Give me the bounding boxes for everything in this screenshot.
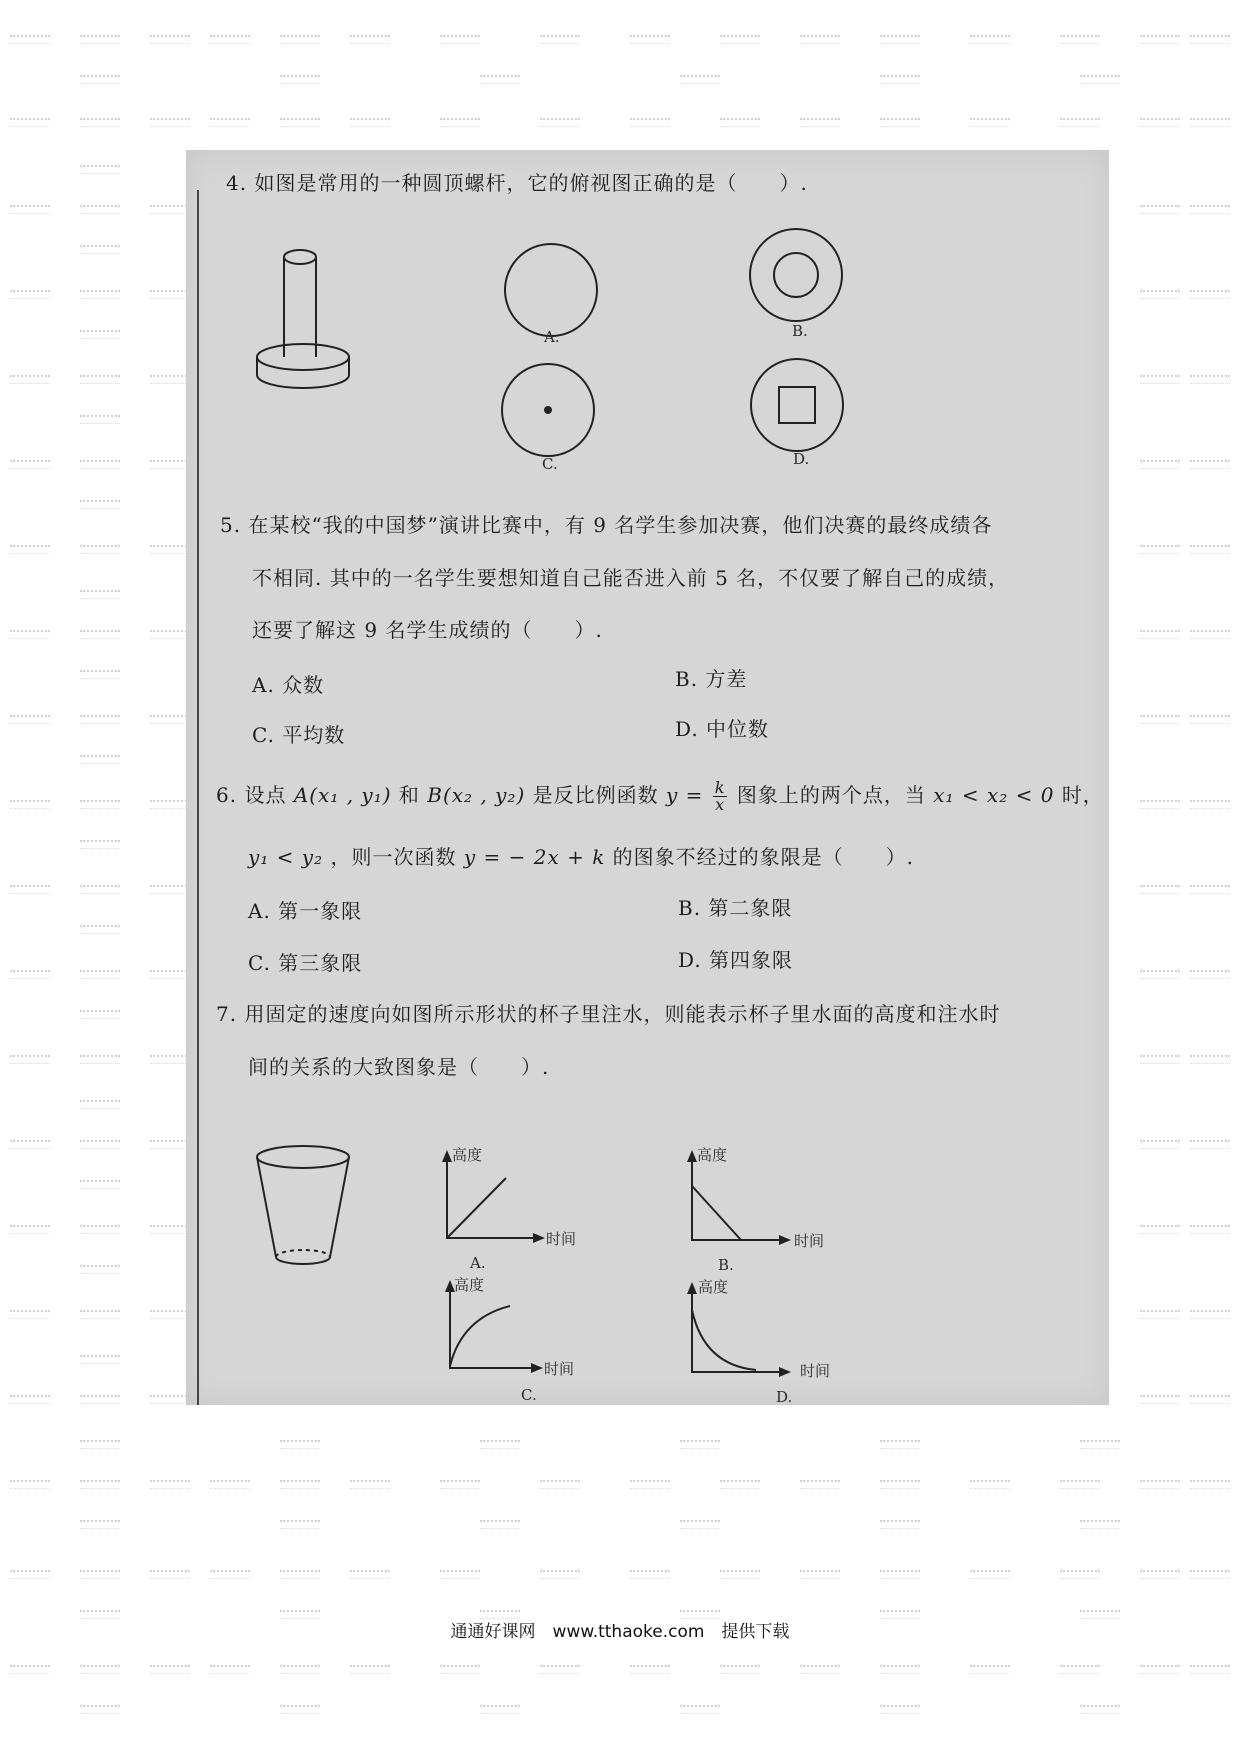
q6-line2-func: y = − 2x + k	[463, 845, 606, 869]
watermark-mark	[1140, 1480, 1180, 1489]
q6-cond: x₁ < x₂ < 0	[933, 783, 1055, 807]
watermark-mark	[880, 118, 920, 127]
watermark-mark	[80, 545, 120, 554]
watermark-mark	[1140, 1140, 1180, 1149]
q6-frac-num: k	[714, 778, 726, 797]
question-6-line-2	[248, 844, 914, 870]
q6-line2-mid: ，则一次函数	[330, 845, 457, 869]
watermark-mark	[720, 1480, 760, 1489]
graph-a-label: A.	[470, 1254, 486, 1272]
watermark-mark	[150, 290, 190, 299]
watermark-mark	[440, 1665, 480, 1674]
watermark-mark	[150, 1480, 190, 1489]
watermark-mark	[80, 1480, 120, 1489]
watermark-mark	[1190, 1570, 1230, 1579]
watermark-mark	[80, 35, 120, 44]
q6-func-lhs: y =	[665, 783, 704, 807]
watermark-mark	[1140, 1055, 1180, 1064]
watermark-mark	[1190, 1225, 1230, 1234]
watermark-mark	[150, 1140, 190, 1149]
watermark-mark	[10, 205, 50, 214]
question-7-line-1: 7. 用固定的速度向如图所示形状的杯子里注水，则能表示杯子里水面的高度和注水时	[216, 1002, 1001, 1026]
watermark-mark	[150, 375, 190, 384]
watermark-mark	[540, 1480, 580, 1489]
watermark-mark	[150, 885, 190, 894]
watermark-mark	[1140, 460, 1180, 469]
watermark-mark	[1060, 1480, 1100, 1489]
watermark-mark	[680, 75, 720, 84]
watermark-mark	[10, 885, 50, 894]
watermark-mark	[1140, 118, 1180, 127]
watermark-mark	[880, 1440, 920, 1449]
watermark-mark	[10, 1310, 50, 1319]
watermark-mark	[80, 1055, 120, 1064]
question-5-line-2: 不相同. 其中的一名学生要想知道自己能否进入前 5 名，不仅要了解自己的成绩，	[252, 566, 1010, 590]
q6-post: 图象上的两个点，当	[736, 783, 926, 807]
watermark-mark	[210, 1665, 250, 1674]
watermark-mark	[1080, 1705, 1120, 1714]
watermark-mark	[1190, 1395, 1230, 1404]
watermark-mark	[800, 35, 840, 44]
q6-pre: 6. 设点	[216, 783, 287, 807]
q4-label-d: D.	[793, 450, 810, 468]
graph-c-x-axis-label: 时间	[544, 1360, 575, 1378]
watermark-mark	[1140, 545, 1180, 554]
watermark-mark	[150, 1055, 190, 1064]
watermark-mark	[10, 545, 50, 554]
watermark-mark	[1140, 35, 1180, 44]
watermark-mark	[1140, 1225, 1180, 1234]
watermark-mark	[350, 1665, 390, 1674]
watermark-mark	[540, 118, 580, 127]
watermark-mark	[680, 1440, 720, 1449]
watermark-mark	[280, 1570, 320, 1579]
watermark-mark	[150, 970, 190, 979]
watermark-mark	[880, 1570, 920, 1579]
watermark-mark	[10, 35, 50, 44]
watermark-mark	[1190, 800, 1230, 809]
question-7-line-2: 间的关系的大致图象是（ ）.	[248, 1055, 550, 1079]
graph-d-x-axis-label: 时间	[800, 1362, 831, 1380]
watermark-mark	[150, 715, 190, 724]
option-b-circles	[746, 225, 846, 325]
watermark-mark	[80, 1355, 120, 1364]
watermark-mark	[10, 715, 50, 724]
watermark-mark	[800, 118, 840, 127]
watermark-mark	[80, 1010, 120, 1019]
watermark-mark	[10, 1665, 50, 1674]
watermark-mark	[680, 1520, 720, 1529]
margin-rule	[197, 190, 199, 1405]
watermark-mark	[1190, 1140, 1230, 1149]
graph-a-y-axis-label: 高度	[452, 1146, 483, 1164]
watermark-mark	[720, 1665, 760, 1674]
watermark-mark	[1190, 460, 1230, 469]
watermark-mark	[970, 118, 1010, 127]
q6-option-d: D. 第四象限	[678, 948, 794, 972]
watermark-mark	[350, 118, 390, 127]
watermark-mark	[480, 1520, 520, 1529]
watermark-mark	[80, 165, 120, 174]
watermark-mark	[150, 1570, 190, 1579]
watermark-mark	[280, 1705, 320, 1714]
watermark-mark	[150, 1225, 190, 1234]
watermark-mark	[1190, 1665, 1230, 1674]
q4-label-c: C.	[542, 455, 558, 473]
q6-fraction	[713, 780, 728, 813]
watermark-mark	[80, 205, 120, 214]
graph-c-label: C.	[521, 1386, 537, 1404]
watermark-mark	[1060, 35, 1100, 44]
watermark-mark	[10, 1570, 50, 1579]
watermark-mark	[80, 1140, 120, 1149]
watermark-mark	[1140, 290, 1180, 299]
watermark-mark	[80, 290, 120, 299]
watermark-mark	[1140, 715, 1180, 724]
watermark-mark	[80, 375, 120, 384]
watermark-mark	[80, 970, 120, 979]
watermark-mark	[480, 1440, 520, 1449]
watermark-mark	[480, 75, 520, 84]
watermark-mark	[480, 1705, 520, 1714]
watermark-mark	[80, 118, 120, 127]
watermark-mark	[210, 1570, 250, 1579]
watermark-mark	[80, 415, 120, 424]
q4-label-b: B.	[792, 322, 808, 340]
watermark-mark	[10, 970, 50, 979]
watermark-mark	[1140, 1395, 1180, 1404]
q6-frac-den: x	[715, 795, 726, 814]
watermark-mark	[440, 35, 480, 44]
q6-and: 和	[398, 783, 420, 807]
watermark-mark	[280, 1440, 320, 1449]
watermark-mark	[80, 755, 120, 764]
watermark-mark	[280, 118, 320, 127]
watermark-mark	[970, 35, 1010, 44]
q5-option-a: A. 众数	[252, 673, 325, 697]
watermark-mark	[1190, 35, 1230, 44]
q6-when: 时，	[1061, 783, 1104, 807]
watermark-mark	[10, 460, 50, 469]
watermark-mark	[80, 1440, 120, 1449]
graph-b-label: B.	[718, 1256, 734, 1274]
question-5-line-1: 5. 在某校“我的中国梦”演讲比赛中，有 9 名学生参加决赛，他们决赛的最终成绩各	[220, 513, 993, 537]
watermark-mark	[680, 1705, 720, 1714]
watermark-mark	[80, 1225, 120, 1234]
scanned-exam-page	[186, 150, 1109, 1405]
watermark-mark	[80, 1520, 120, 1529]
watermark-mark	[1140, 1570, 1180, 1579]
watermark-mark	[10, 1055, 50, 1064]
watermark-mark	[720, 1570, 760, 1579]
watermark-mark	[1060, 1665, 1100, 1674]
watermark-mark	[970, 1570, 1010, 1579]
watermark-mark	[1060, 118, 1100, 127]
watermark-mark	[150, 1665, 190, 1674]
watermark-mark	[720, 118, 760, 127]
watermark-mark	[80, 1180, 120, 1189]
watermark-mark	[80, 1265, 120, 1274]
watermark-mark	[1140, 1310, 1180, 1319]
watermark-mark	[80, 75, 120, 84]
watermark-mark	[80, 1310, 120, 1319]
watermark-mark	[10, 290, 50, 299]
watermark-mark	[80, 590, 120, 599]
watermark-mark	[1140, 800, 1180, 809]
graph-c-y-axis-label: 高度	[454, 1276, 485, 1294]
watermark-mark	[210, 118, 250, 127]
watermark-mark	[10, 1140, 50, 1149]
watermark-mark	[80, 715, 120, 724]
graph-b-y-axis-label: 高度	[697, 1146, 728, 1164]
watermark-mark	[1190, 1480, 1230, 1489]
option-a-circle	[501, 240, 601, 340]
watermark-mark	[800, 1665, 840, 1674]
watermark-mark	[80, 630, 120, 639]
watermark-mark	[1080, 75, 1120, 84]
watermark-mark	[150, 630, 190, 639]
watermark-mark	[440, 1570, 480, 1579]
watermark-mark	[540, 1665, 580, 1674]
watermark-mark	[630, 118, 670, 127]
watermark-mark	[1140, 205, 1180, 214]
watermark-mark	[150, 118, 190, 127]
watermark-mark	[280, 75, 320, 84]
watermark-mark	[1190, 715, 1230, 724]
watermark-mark	[720, 35, 760, 44]
watermark-mark	[80, 330, 120, 339]
watermark-mark	[150, 1395, 190, 1404]
q6-point-b: B(x₂ , y₂)	[427, 783, 526, 807]
cup-figure	[254, 1145, 354, 1270]
q5-option-b: B. 方差	[675, 667, 748, 691]
watermark-mark	[1190, 545, 1230, 554]
watermark-mark	[1080, 1520, 1120, 1529]
q5-option-d: D. 中位数	[675, 717, 770, 741]
question-5-line-3: 还要了解这 9 名学生成绩的（ ）.	[252, 618, 603, 642]
watermark-mark	[150, 800, 190, 809]
watermark-mark	[10, 630, 50, 639]
watermark-mark	[80, 1395, 120, 1404]
watermark-mark	[80, 460, 120, 469]
q5-option-c: C. 平均数	[252, 723, 346, 747]
watermark-mark	[10, 800, 50, 809]
watermark-mark	[150, 205, 190, 214]
watermark-mark	[210, 1480, 250, 1489]
watermark-mark	[280, 1520, 320, 1529]
watermark-mark	[1190, 118, 1230, 127]
watermark-mark	[970, 1665, 1010, 1674]
watermark-mark	[10, 1225, 50, 1234]
watermark-mark	[280, 1480, 320, 1489]
watermark-mark	[540, 35, 580, 44]
watermark-mark	[80, 800, 120, 809]
watermark-mark	[1190, 205, 1230, 214]
watermark-mark	[1190, 1310, 1230, 1319]
watermark-mark	[150, 35, 190, 44]
watermark-mark	[350, 1480, 390, 1489]
q6-line2-cond: y₁ < y₂	[248, 845, 324, 869]
watermark-mark	[1080, 1440, 1120, 1449]
graph-a-x-axis-label: 时间	[546, 1230, 577, 1248]
watermark-mark	[630, 1480, 670, 1489]
q6-option-c: C. 第三象限	[248, 951, 363, 975]
watermark-mark	[80, 1100, 120, 1109]
q6-option-a: A. 第一象限	[248, 899, 363, 923]
option-c-circle-dot	[498, 360, 598, 460]
graph-b-x-axis-label: 时间	[794, 1232, 825, 1250]
question-6-line-1	[216, 780, 1104, 813]
screw-figure	[256, 245, 366, 390]
watermark-mark	[80, 885, 120, 894]
watermark-mark	[280, 1665, 320, 1674]
watermark-mark	[630, 1665, 670, 1674]
watermark-mark	[970, 1480, 1010, 1489]
watermark-mark	[630, 1570, 670, 1579]
watermark-mark	[210, 35, 250, 44]
option-d-circle-square	[747, 355, 847, 455]
graph-d-y-axis-label: 高度	[698, 1278, 729, 1296]
q6-point-a: A(x₁ , y₁)	[293, 783, 392, 807]
watermark-mark	[80, 245, 120, 254]
q6-option-b: B. 第二象限	[678, 896, 793, 920]
watermark-mark	[440, 118, 480, 127]
watermark-mark	[10, 1395, 50, 1404]
watermark-mark	[80, 1570, 120, 1579]
watermark-mark	[80, 1665, 120, 1674]
watermark-mark	[1190, 970, 1230, 979]
q6-line2-post: 的图象不经过的象限是（ ）.	[612, 845, 915, 869]
watermark-mark	[880, 1705, 920, 1714]
footer-credit: 通通好课网 www.tthaoke.com 提供下载	[450, 1622, 790, 1642]
q4-label-a: A.	[544, 328, 560, 346]
watermark-mark	[80, 1705, 120, 1714]
watermark-mark	[880, 1520, 920, 1529]
watermark-mark	[1140, 885, 1180, 894]
watermark-mark	[880, 75, 920, 84]
watermark-mark	[1190, 630, 1230, 639]
watermark-mark	[350, 35, 390, 44]
watermark-mark	[150, 460, 190, 469]
watermark-mark	[1140, 970, 1180, 979]
watermark-mark	[1190, 1055, 1230, 1064]
watermark-mark	[630, 35, 670, 44]
watermark-mark	[1140, 375, 1180, 384]
watermark-mark	[150, 1310, 190, 1319]
watermark-mark	[80, 840, 120, 849]
watermark-mark	[1190, 885, 1230, 894]
watermark-mark	[1140, 1665, 1180, 1674]
watermark-mark	[80, 670, 120, 679]
watermark-mark	[880, 35, 920, 44]
watermark-mark	[10, 1480, 50, 1489]
watermark-mark	[1140, 630, 1180, 639]
watermark-mark	[440, 1480, 480, 1489]
watermark-mark	[800, 1480, 840, 1489]
watermark-mark	[350, 1570, 390, 1579]
watermark-mark	[280, 35, 320, 44]
watermark-mark	[800, 1570, 840, 1579]
watermark-mark	[1060, 1570, 1100, 1579]
watermark-mark	[10, 375, 50, 384]
watermark-mark	[880, 1665, 920, 1674]
graph-d-label: D.	[776, 1388, 793, 1405]
watermark-mark	[80, 925, 120, 934]
watermark-mark	[10, 118, 50, 127]
q6-mid: 是反比例函数	[532, 783, 659, 807]
watermark-mark	[150, 545, 190, 554]
watermark-mark	[1190, 375, 1230, 384]
question-4-text: 4. 如图是常用的一种圆顶螺杆，它的俯视图正确的是（ ）.	[226, 171, 808, 195]
watermark-mark	[80, 500, 120, 509]
watermark-mark	[880, 1480, 920, 1489]
watermark-mark	[540, 1570, 580, 1579]
watermark-mark	[1190, 290, 1230, 299]
